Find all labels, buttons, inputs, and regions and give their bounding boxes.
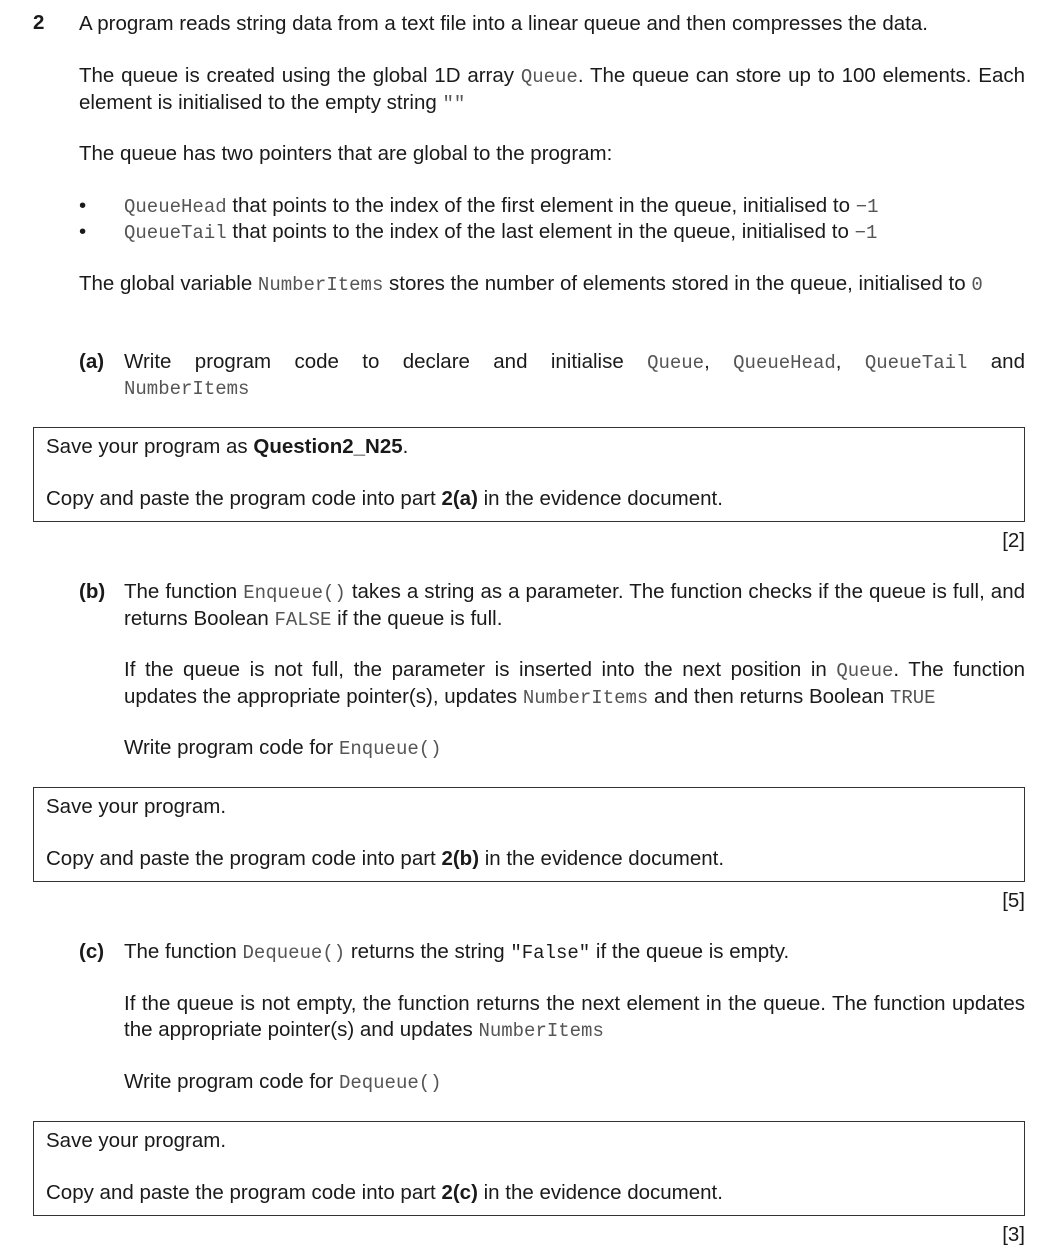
code-empty-string: "": [442, 93, 466, 115]
part-a-label: (a): [79, 350, 105, 373]
code-dequeue: Dequeue(): [242, 942, 346, 964]
bullet-queuetail: [124, 219, 1025, 246]
code-enqueue: Enqueue(): [338, 738, 442, 760]
part-c-para1: [124, 939, 1025, 966]
text: and: [967, 350, 1025, 373]
text: that points to the index of the first element in the queue, initialised to: [226, 194, 856, 217]
part-b-para2: [124, 657, 1025, 711]
part-c-label: (c): [79, 940, 105, 963]
text: in the evidence document.: [479, 847, 725, 870]
text: ,: [835, 350, 865, 373]
question-intro: A program reads string data from a text file into a linear queue and then compresses the data.: [79, 12, 928, 35]
code-queuehead: QueueHead: [124, 196, 227, 218]
code-value: −1: [855, 196, 879, 218]
text: stores the number of elements stored in the queue, initialised to: [383, 272, 972, 295]
part-a-marks: [2]: [1002, 529, 1025, 552]
box-line: Save your program.: [46, 1129, 227, 1152]
text: and then returns Boolean: [648, 685, 890, 708]
code-false-string: "False": [510, 942, 591, 964]
part-b-para1: [124, 579, 1025, 633]
queue-description: [79, 63, 1025, 117]
text: that points to the index of the last element in the queue, initialised to: [226, 220, 855, 243]
text: . The queue can store up to 100 elements. Each element is initialised to the empty string: [79, 64, 1026, 114]
text: if the queue is full.: [331, 607, 503, 630]
box-line: [46, 434, 408, 460]
text: If the queue is not full, the parameter is inserted into the next position in: [124, 658, 837, 681]
part-b-label: (b): [79, 580, 106, 603]
text: If the queue is not empty, the function returns the next element in the queue. The function updates the appropriate pointer(s) and updates: [124, 992, 1025, 1041]
text: Copy and paste the program code into part: [46, 1181, 442, 1204]
pointers-intro: The queue has two pointers that are global to the program:: [79, 142, 613, 165]
text: if the queue is empty.: [590, 940, 790, 963]
numberitems-description: [79, 271, 1025, 298]
text: The function: [124, 940, 243, 963]
part-c-para3: [124, 1069, 1025, 1096]
code-enqueue: Enqueue(): [243, 582, 346, 604]
text: The queue is created using the global 1D array: [79, 64, 521, 87]
code-queue: Queue: [647, 352, 705, 374]
text: The function: [124, 580, 244, 603]
question-number: 2: [33, 11, 45, 34]
box-line: [46, 846, 724, 872]
code-numberitems: NumberItems: [522, 687, 649, 709]
code-queuehead: QueueHead: [733, 352, 836, 374]
part-a-instruction-box: [33, 427, 1025, 522]
bullet-queuehead: [124, 193, 1025, 220]
code-value: −1: [854, 222, 878, 244]
box-line: [46, 1180, 723, 1206]
text: Copy and paste the program code into part: [46, 487, 442, 510]
code-zero: 0: [971, 274, 983, 296]
code-dequeue: Dequeue(): [338, 1072, 442, 1094]
part-ref: 2(b): [441, 847, 480, 870]
text: Write program code to declare and initialise: [124, 350, 648, 373]
code-queue: Queue: [520, 66, 578, 88]
part-a-text: [124, 349, 1025, 376]
part-c-instruction-box: [33, 1121, 1025, 1216]
part-b-para3: [124, 735, 1025, 762]
code-numberitems: NumberItems: [478, 1020, 604, 1042]
text: Copy and paste the program code into part: [46, 847, 442, 870]
text: in the evidence document.: [477, 1181, 723, 1204]
text: . The function updates the appropriate pointer(s), updates: [124, 658, 1025, 708]
text: returns the string: [345, 940, 511, 963]
text: The global variable: [79, 272, 258, 295]
code-false: FALSE: [274, 609, 332, 631]
text: Write program code for: [124, 736, 339, 759]
text: takes a string as a parameter. The function checks if the queue is full, and returns Boolean: [124, 580, 1026, 630]
part-c-para2: [124, 991, 1025, 1044]
bullet-symbol: •: [79, 194, 87, 217]
box-line: Save your program.: [46, 795, 227, 818]
code-true: TRUE: [889, 687, 936, 709]
code-queuetail: QueueTail: [124, 222, 227, 244]
text: Write program code for: [124, 1070, 339, 1093]
box-line: [46, 486, 723, 512]
code-queuetail: QueueTail: [864, 352, 968, 374]
text: .: [402, 435, 409, 458]
code-queue: Queue: [836, 660, 894, 682]
part-b-instruction-box: [33, 787, 1025, 882]
part-b-marks: [5]: [1002, 889, 1025, 912]
code-numberitems: NumberItems: [124, 378, 250, 400]
text: ,: [704, 350, 734, 373]
part-a-text-line2: [124, 375, 1025, 402]
code-numberitems: NumberItems: [257, 274, 384, 296]
text: in the evidence document.: [477, 487, 723, 510]
text: Save your program as: [46, 435, 254, 458]
filename: Question2_N25: [253, 435, 403, 458]
part-ref: 2(c): [441, 1181, 478, 1204]
part-ref: 2(a): [441, 487, 478, 510]
part-c-marks: [3]: [1002, 1223, 1025, 1246]
bullet-symbol: •: [79, 220, 87, 243]
